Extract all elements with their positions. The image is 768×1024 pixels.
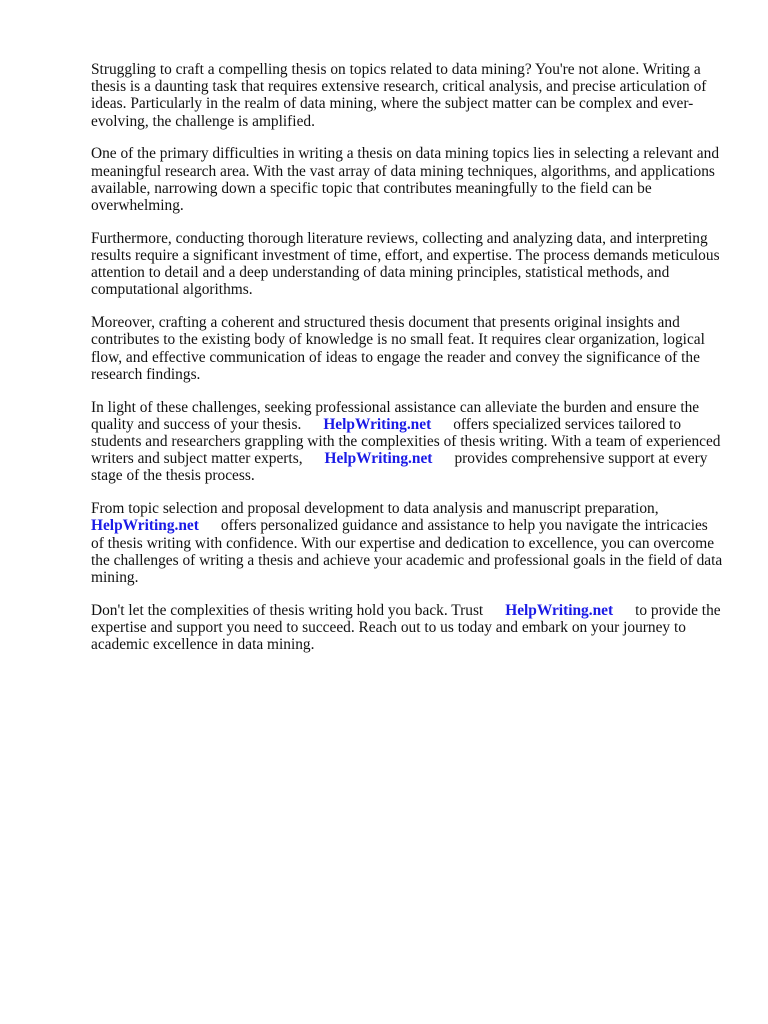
helpwriting-link[interactable]: HelpWriting.net — [505, 601, 614, 619]
helpwriting-link[interactable]: HelpWriting.net — [323, 415, 432, 433]
paragraph-7-text-b: to provide the expertise and support you need to succeed. Reach out to us today and embark on your journey to academic excellence in data mining. — [91, 601, 721, 654]
paragraph-3: Furthermore, conducting thorough literature reviews, collecting and analyzing data, and interpreting results require a significant investment of time, effort, and expertise. The process demands meticulous attention to detail and a deep understanding of data mining principles, statistical methods, and computational algorithms. — [91, 229, 720, 299]
paragraph-5-text-a: In light of these challenges, seeking professional assistance can alleviate the burden and ensure the quality and success of your thesis. — [91, 398, 700, 433]
paragraph-4: Moreover, crafting a coherent and structured thesis document that presents original insights and contributes to the existing body of knowledge is no small feat. It requires clear organization, logical flow, and effective communication of ideas to engage the reader and convey the significance of the research findings. — [91, 314, 705, 383]
paragraph-5-text-b: offers specialized services tailored to students and researchers grappling with the complexities of thesis writing. With a team of experienced writers and subject matter experts, — [91, 415, 721, 468]
paragraph-1: Struggling to craft a compelling thesis on topics related to data mining? You're not alone. Writing a thesis is a daunting task that requires extensive research, critical analysis, and precise articulation of ideas. Particularly in the realm of data mining, where the subject matter can be complex and ever-evolving, the challenge is amplified. — [91, 61, 707, 130]
paragraph-6-text-a: From topic selection and proposal development to data analysis and manuscript preparation, — [91, 500, 659, 518]
paragraph-6-text-b: offers personalized guidance and assistance to help you navigate the intricacies of thesis writing with confidence. With our expertise and dedication to excellence, you can overcome the challenges of writing a thesis and achieve your academic and professional goals in the field of data mining. — [91, 517, 723, 587]
paragraph-5 — [91, 399, 723, 485]
paragraph-7 — [91, 602, 723, 654]
helpwriting-link[interactable]: HelpWriting.net — [91, 517, 199, 535]
paragraph-2: One of the primary difficulties in writing a thesis on data mining topics lies in selecting a relevant and meaningful research area. With the vast array of data mining techniques, algorithms, and applications available, narrowing down a specific topic that contributes meaningfully to the field can be overwhelming. — [91, 145, 720, 215]
document-page — [91, 61, 723, 669]
paragraph-7-text-a: Don't let the complexities of thesis writing hold you back. Trust — [91, 601, 484, 619]
helpwriting-link[interactable]: HelpWriting.net — [324, 450, 433, 468]
paragraph-5-text-c: provides comprehensive support at every stage of the thesis process. — [91, 450, 708, 485]
paragraph-6 — [91, 500, 723, 586]
